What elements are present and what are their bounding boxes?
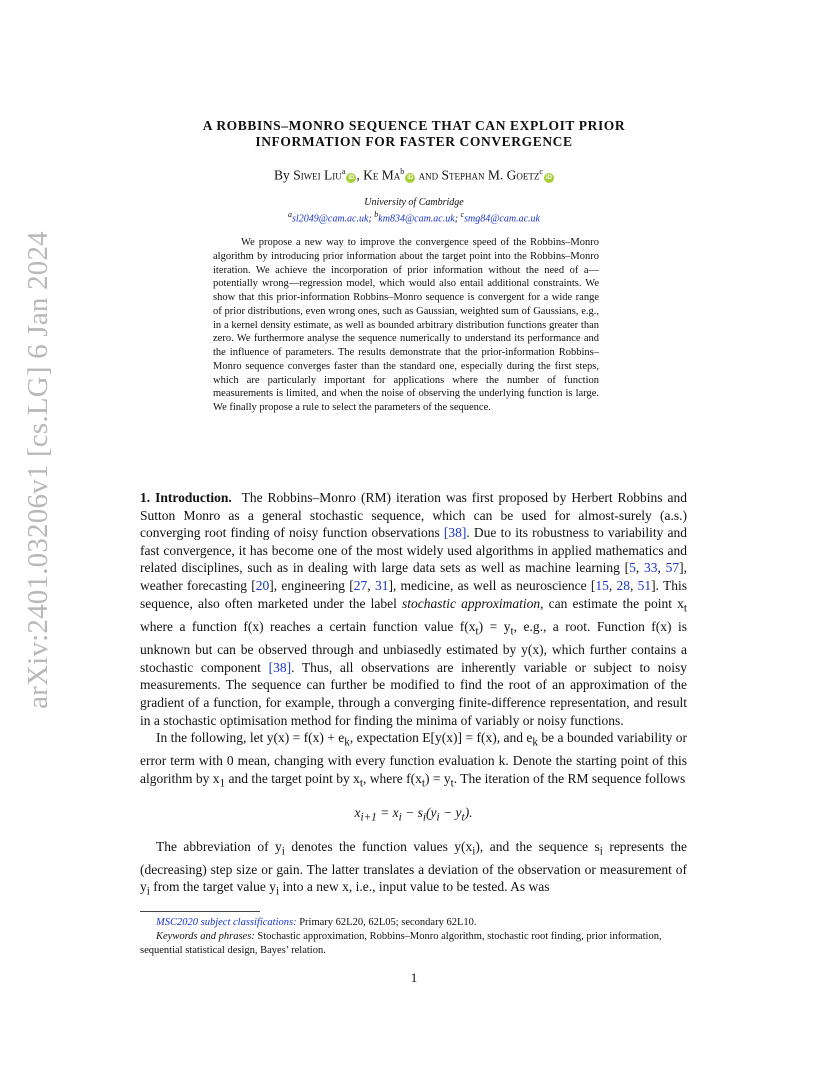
citation-link[interactable]: [38] [268,659,292,675]
section-heading: 1. Introduction. [140,490,232,505]
citation-link[interactable]: 57 [665,560,680,576]
text: . Due to its robustness to variability and fast convergence, it has become one of the most widely used algorithms in applied mathematics and related disciplines, such as in dealing with large data sets as well as machine learning [ [140,525,687,576]
text: ], weather forecasting [ [140,560,688,593]
institution: University of Cambridge [364,197,464,208]
text: ) = y [478,618,511,634]
eq-part: (y [426,805,437,821]
citation-link[interactable]: 20 [255,577,270,593]
text: into a new x, i.e., input value to be tested. As was [279,879,550,895]
keywords-label: Keywords and phrases: [156,931,255,942]
text: . The iteration of the RM sequence follows [453,770,686,786]
text: The abbreviation of y [156,838,282,854]
text: , [630,577,638,593]
text: and the target point by x [225,770,360,786]
subscript: i [146,886,150,899]
arxiv-identifier[interactable]: arXiv:2401.03206v1 [cs.LG] 6 Jan 2024 [22,231,54,709]
citation-link[interactable]: 51 [637,577,652,593]
subscript: i [472,845,476,858]
eq-part: x [354,805,361,821]
subscript: t [421,777,425,790]
citation-link[interactable]: 27 [353,577,368,593]
keywords-footnote [140,930,687,958]
email-link[interactable]: smg84@cam.ac.uk [464,213,540,225]
msc-text: Primary 62L20, 62L05; secondary 62L10. [296,917,477,928]
eq-part: − y [439,805,462,821]
eq-part: − s [401,805,423,821]
text: In the following, let y(x) = f(x) + e [156,730,345,746]
orcid-icon[interactable]: iD [407,174,414,181]
paragraph [140,489,687,729]
paragraph [140,729,687,793]
citation-link[interactable]: 33 [644,560,658,576]
citation-link[interactable]: 15 [595,577,609,593]
citation-link[interactable]: [38] [443,525,467,541]
text: . Thus, all observations are inherently variable or subject to noisy measurements. The sequence can further be modified to find the root of an approximation of the gradient of a function, for example, through a converging finite-difference representation, and result in a stochastic optimisation method for finding the minima of variably or noisy functions. [140,659,687,728]
text: The Robbins–Monro (RM) iteration was first proposed by Herbert Robbins and Sutton Monro as a general stochastic sequence, which can be used for almost-surely (a.s.) converging root finding of noisy function observations [140,490,687,541]
footnote-rule [140,911,260,912]
subscript: t [475,625,479,638]
page-number: 1 [410,970,418,985]
email-link[interactable]: sl2049@cam.ac.uk [292,213,369,225]
subscript: t [510,625,514,638]
author-line: By Siwei Liu$^a$iD , Ke Ma$^b$iD and Stephan M. Goetz$^c$iD [274,167,552,183]
eq-part: ). [464,805,473,821]
affiliation [150,197,678,225]
orcid-icon[interactable]: iD [545,174,552,181]
subscript: k [532,736,538,749]
subscript: i [398,811,402,824]
author-name: Ke Ma [363,167,401,183]
eq-part: = x [376,805,399,821]
abstract-text: We propose a new way to improve the convergence speed of the Robbins–Monro algorithm by introducing prior information about the target point into the Robbins–Monro iteration. We achieve the incorporation of prior information without the need of a—potentially wrong—regression model, which would also entail additional constraints. We show that this prior-information Robbins–Monro sequence is convergent for a wide range of prior distributions, even wrong ones, such as Gaussian, weighted sum of Gaussians, e.g., in a kernel density estimate, as well as bounded arbitrary distribution functions greater than zero. We furthermore analyse the sequence numerically to understand its performance and the influence of parameters. The results demonstrate that the prior-information Robbins–Monro sequence converges faster than the standard one, especially during the first steps, which are particularly important for applications where the number of function measurements is limited, and when the noise of observing the underlying function is large. We finally propose a rule to select the parameters of the sequence. [213,237,599,413]
paragraph [140,838,687,902]
affiliation-mark: a [341,167,346,176]
text: represents the (decreasing) step size or gain. The latter translates a deviation of the observation or measurement of y [140,838,687,895]
text: , e.g., a root. Function f(x) is unknown but can be observed through and unbiasedly estimated by y(x), which further contains a stochastic component [140,618,687,675]
subscript: i [275,886,280,899]
abstract [213,236,599,415]
email-line: $^a$sl2049@cam.ac.uk; $^b$km834@cam.ac.uk; $^c$smg84@cam.ac.uk [288,210,540,225]
emphasis: stochastic approximation [401,595,541,611]
msc-link[interactable]: MSC2020 subject classifications: [156,917,297,928]
text: , [367,577,375,593]
subscript: t [683,602,687,615]
subscript: i [436,811,440,824]
subscript: i+1 [360,811,377,824]
subscript: i [281,845,285,858]
footnotes [140,911,687,958]
subscript: i [422,811,427,824]
text: , where f(x [363,770,422,786]
text: be a bounded variability or error term with 0 mean, changing with every function evaluation k. Denote the starting point of this algorithm by x [140,730,687,786]
text: , [657,560,666,576]
citation-link[interactable]: 5 [629,560,636,576]
orcid-icon[interactable]: iD [348,174,355,181]
text: from the target value y [149,879,276,895]
email-mark: a [288,210,293,219]
text: ), and the sequence s [475,838,600,854]
subscript: k [344,736,350,749]
subscript: t [359,777,363,790]
email-mark: b [374,210,379,219]
text: , [635,560,644,576]
text: , can estimate the point x [540,595,684,611]
affiliation-mark: c [539,167,543,176]
author-name: Stephan M. Goetz [441,167,540,183]
text: ) = y [425,770,451,786]
msc-footnote [140,916,687,930]
subscript: t [461,811,465,824]
rm-iteration-equation [140,804,687,827]
text: ], medicine, as well as neuroscience [ [388,577,596,593]
text: ], engineering [ [269,577,354,593]
subscript: t [450,777,454,790]
subscript: 1 [219,777,226,790]
introduction-section [140,489,687,902]
citation-link[interactable]: 31 [374,577,389,593]
affiliation-mark: b [400,167,405,176]
text: , [608,577,617,593]
text: , expectation E[y(x)] = f(x), and e [349,730,533,746]
subscript: i [599,845,603,858]
email-mark: c [460,210,465,219]
text: ]. This sequence, also often marketed under the label [140,577,688,611]
email-link[interactable]: km834@cam.ac.uk [378,213,455,225]
paper-title: A ROBBINS–MONRO SEQUENCE THAT CAN EXPLOIT PRIOR INFORMATION FOR FASTER CONVERGENCE [202,118,626,149]
keywords-text: Stochastic approximation, Robbins–Monro algorithm, stochastic root finding, prior information, sequential statistical design, Bayes’ relation. [140,931,662,956]
text: denotes the function values y(x [284,838,473,854]
by-prefix: By [274,167,290,183]
author-name: Siwei Liu [293,167,342,183]
author-connector: and [418,167,439,183]
text: where a function f(x) reaches a certain function value f(x [140,618,476,634]
citation-link[interactable]: 28 [616,577,630,593]
